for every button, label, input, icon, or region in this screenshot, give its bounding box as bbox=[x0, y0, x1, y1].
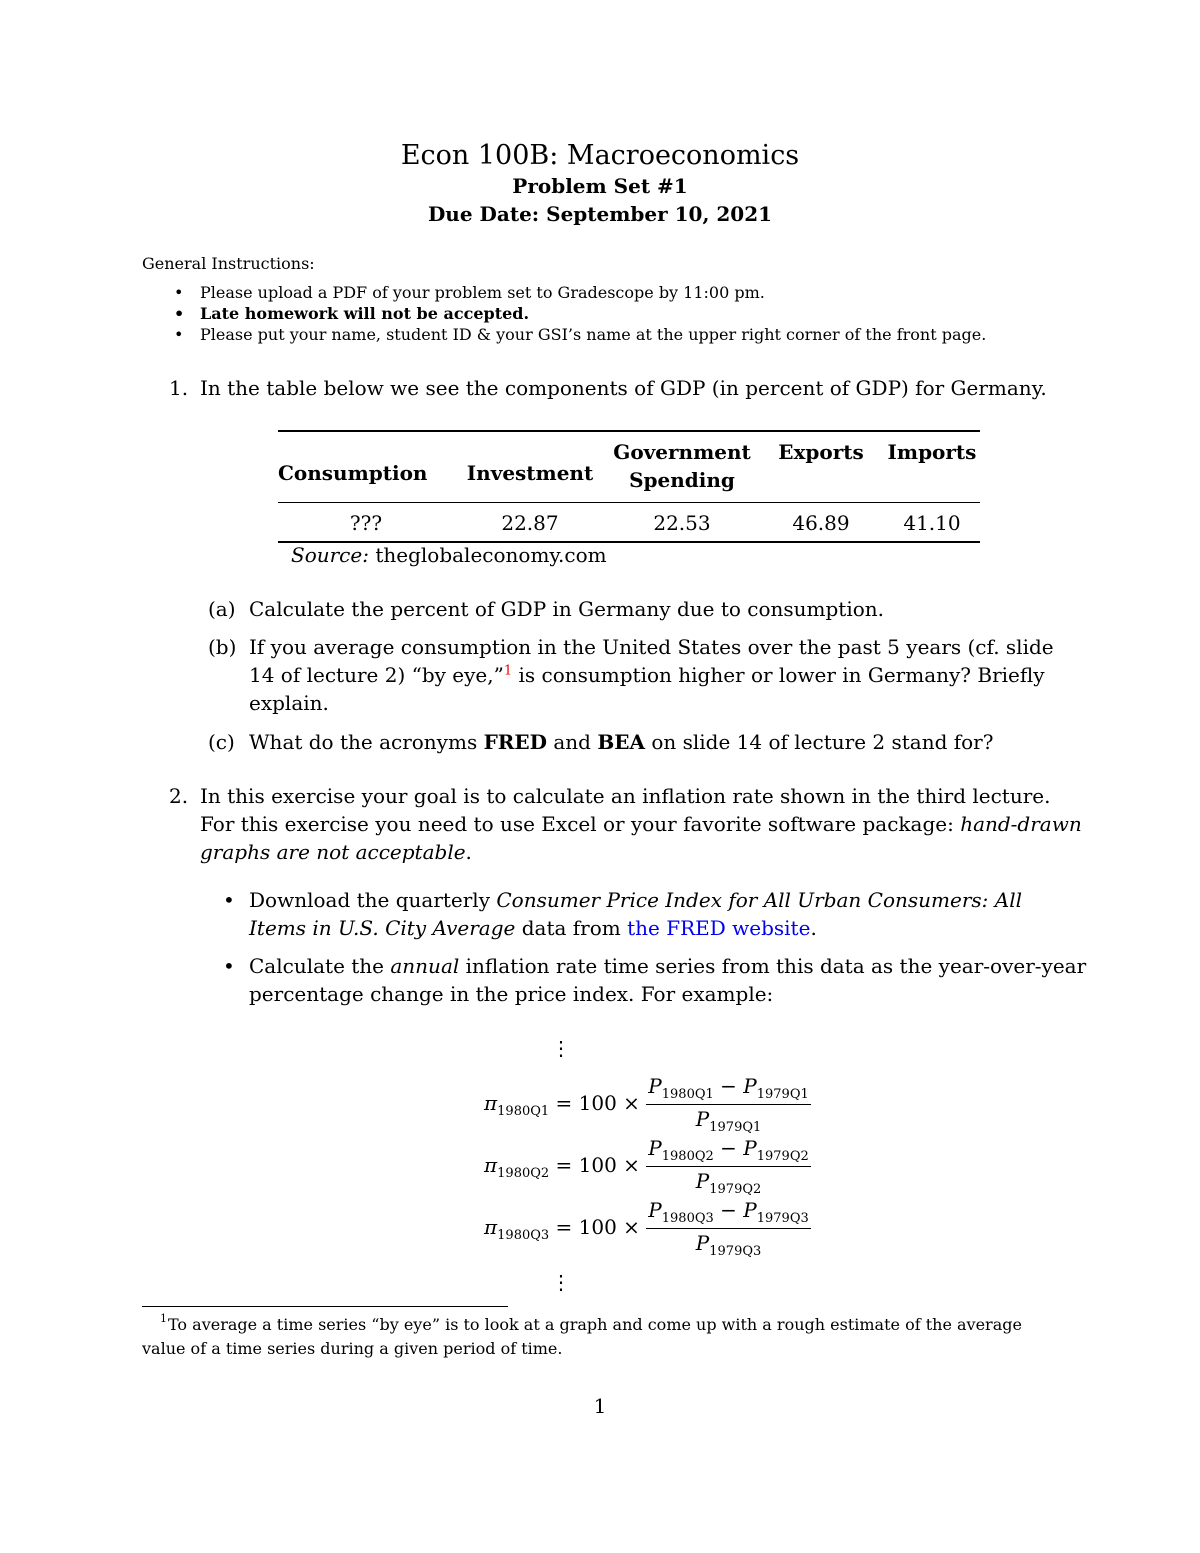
eq-sub: 1980Q1 bbox=[661, 1087, 714, 1102]
eq-sub: 1980Q2 bbox=[661, 1149, 714, 1164]
due-date: Due Date: September 10, 2021 bbox=[427, 202, 773, 226]
instruction-item: • Please upload a PDF of your problem set to Gradescope by 11:00 pm. bbox=[200, 283, 765, 302]
part-b-text: 14 of lecture 2) “by eye,” bbox=[249, 663, 504, 687]
question-2 bbox=[169, 784, 1051, 808]
footnote-rule bbox=[142, 1306, 508, 1307]
table-header bbox=[606, 431, 758, 503]
question-text: In this exercise your goal is to calculate an inflation rate shown in the third lecture. bbox=[200, 784, 1051, 808]
eq-lhs-sub: 1980Q3 bbox=[497, 1228, 550, 1243]
eq-var: P bbox=[695, 1169, 710, 1193]
q2-emph: hand-drawn bbox=[960, 812, 1082, 836]
source-label: Source: bbox=[291, 543, 369, 567]
question-1 bbox=[169, 376, 1047, 400]
instruction-item: • Please put your name, student ID & your GSI’s name at the upper right corner of the front page. bbox=[200, 325, 986, 344]
acronym-fred: FRED bbox=[483, 730, 547, 754]
question-text: In the table below we see the components of GDP (in percent of GDP) for Germany. bbox=[200, 376, 1047, 400]
eq-fraction bbox=[646, 1074, 810, 1135]
table-cell: 46.89 bbox=[792, 511, 850, 535]
eq-lhs-sub: 1980Q1 bbox=[497, 1104, 550, 1119]
part-c-span: on slide 14 of lecture 2 stand for? bbox=[644, 730, 994, 754]
eq-var: P bbox=[743, 1136, 757, 1160]
eq-operator: = 100 × bbox=[555, 1215, 640, 1239]
q2-bullet-1 bbox=[249, 888, 1022, 912]
eq-lhs: π bbox=[484, 1091, 498, 1115]
source-value: theglobaleconomy.com bbox=[375, 543, 607, 567]
eq-denominator bbox=[646, 1167, 810, 1197]
table-header: Exports bbox=[778, 440, 864, 464]
eq-operator: = 100 × bbox=[555, 1091, 640, 1115]
eq-var: P bbox=[648, 1074, 662, 1098]
footnote-text: To average a time series “by eye” is to look at a graph and come up with a rough estimate of the average bbox=[168, 1315, 1022, 1334]
table-header-line: Government bbox=[613, 440, 751, 464]
q2-bullet-1-line2 bbox=[249, 916, 817, 940]
part-b-line bbox=[249, 663, 1045, 687]
eq-var: P bbox=[743, 1198, 757, 1222]
eq-var: P bbox=[648, 1198, 662, 1222]
equation-row bbox=[484, 1074, 844, 1135]
page-number: 1 bbox=[593, 1394, 607, 1418]
eq-minus: − bbox=[713, 1136, 744, 1160]
eq-fraction bbox=[646, 1136, 810, 1197]
eq-numerator bbox=[646, 1136, 810, 1167]
eq-lhs: π bbox=[484, 1215, 498, 1239]
part-c-span: and bbox=[546, 730, 598, 754]
eq-sub: 1979Q1 bbox=[756, 1087, 809, 1102]
part-b-line: explain. bbox=[249, 691, 329, 715]
bullet-text: inflation rate time series from this data as the year-over-year bbox=[459, 954, 1087, 978]
eq-sub: 1979Q2 bbox=[709, 1182, 762, 1197]
bullet-text: . bbox=[810, 916, 817, 940]
bullet-text: Calculate the bbox=[249, 954, 391, 978]
footnote-line bbox=[160, 1312, 1022, 1334]
eq-numerator bbox=[646, 1198, 810, 1229]
bullet-text: data from bbox=[515, 916, 628, 940]
acronym-bea: BEA bbox=[597, 730, 645, 754]
vdots-bottom: ⋮ bbox=[551, 1270, 571, 1294]
document-title: Econ 100B: Macroeconomics bbox=[400, 140, 800, 171]
q2-bullet-2-line2: percentage change in the price index. For example: bbox=[249, 982, 774, 1006]
eq-var: P bbox=[695, 1107, 710, 1131]
fred-website-link[interactable]: the FRED website bbox=[627, 916, 811, 940]
bullet-emph: Consumer Price Index for All Urban Consumers: All bbox=[496, 888, 1022, 912]
table-header-line: Spending bbox=[629, 468, 735, 492]
eq-sub: 1979Q3 bbox=[709, 1244, 762, 1259]
eq-sub: 1980Q3 bbox=[661, 1211, 714, 1226]
question-2-line bbox=[200, 840, 472, 864]
vdots-top: ⋮ bbox=[551, 1036, 571, 1060]
eq-var: P bbox=[648, 1136, 662, 1160]
part-c-span: What do the acronyms bbox=[249, 730, 484, 754]
eq-operator: = 100 × bbox=[555, 1153, 640, 1177]
gdp-table bbox=[278, 430, 980, 543]
footnote-ref[interactable]: 1 bbox=[503, 663, 513, 679]
eq-numerator bbox=[646, 1074, 810, 1105]
bullet-emph: annual bbox=[390, 954, 460, 978]
q2-bullet-2 bbox=[249, 954, 1086, 978]
eq-sub: 1979Q2 bbox=[756, 1149, 809, 1164]
part-b-text: is consumption higher or lower in Germany? Briefly bbox=[512, 663, 1045, 687]
table-cell: 41.10 bbox=[903, 511, 961, 535]
table-header: Imports bbox=[887, 440, 977, 464]
eq-fraction bbox=[646, 1198, 810, 1259]
part-a-text: Calculate the percent of GDP in Germany due to consumption. bbox=[249, 597, 884, 621]
problem-set-label: Problem Set #1 bbox=[512, 174, 688, 198]
table-header: Consumption bbox=[278, 461, 428, 485]
eq-lhs-sub: 1980Q2 bbox=[497, 1166, 550, 1181]
eq-denominator bbox=[646, 1105, 810, 1135]
question-2-line bbox=[200, 812, 1082, 836]
q2-text: . bbox=[465, 840, 472, 864]
table-source bbox=[291, 543, 607, 567]
question-number: 2. bbox=[169, 784, 189, 808]
eq-var: P bbox=[695, 1231, 710, 1255]
eq-sub: 1979Q3 bbox=[756, 1211, 809, 1226]
table-cell: ??? bbox=[349, 511, 383, 535]
table-header: Investment bbox=[466, 461, 594, 485]
part-b-label: (b) bbox=[208, 635, 237, 659]
footnote-mark: 1 bbox=[160, 1312, 167, 1325]
eq-lhs: π bbox=[484, 1153, 498, 1177]
bullet-text: Download the quarterly bbox=[249, 888, 497, 912]
q2-emph: graphs are not acceptable bbox=[200, 840, 466, 864]
part-a-label: (a) bbox=[208, 597, 236, 621]
instructions-heading: General Instructions: bbox=[142, 254, 315, 273]
eq-sub: 1979Q1 bbox=[709, 1120, 762, 1135]
part-b-line: If you average consumption in the United States over the past 5 years (cf. slide bbox=[249, 635, 1054, 659]
bullet-emph: Items in U.S. City Average bbox=[249, 916, 516, 940]
part-c-text bbox=[249, 730, 993, 754]
gdp-table-wrapper bbox=[278, 430, 980, 543]
table-cell: 22.53 bbox=[653, 511, 711, 535]
q2-text: For this exercise you need to use Excel or your favorite software package: bbox=[200, 812, 961, 836]
part-c-label: (c) bbox=[208, 730, 235, 754]
question-number: 1. bbox=[169, 376, 189, 400]
eq-minus: − bbox=[713, 1074, 744, 1098]
equation-row bbox=[484, 1198, 844, 1259]
instruction-item: • Late homework will not be accepted. bbox=[200, 304, 529, 323]
eq-var: P bbox=[743, 1074, 757, 1098]
table-cell: 22.87 bbox=[501, 511, 559, 535]
eq-minus: − bbox=[713, 1198, 744, 1222]
equation-row bbox=[484, 1136, 844, 1197]
eq-denominator bbox=[646, 1229, 810, 1259]
footnote-line: value of a time series during a given period of time. bbox=[142, 1339, 563, 1358]
